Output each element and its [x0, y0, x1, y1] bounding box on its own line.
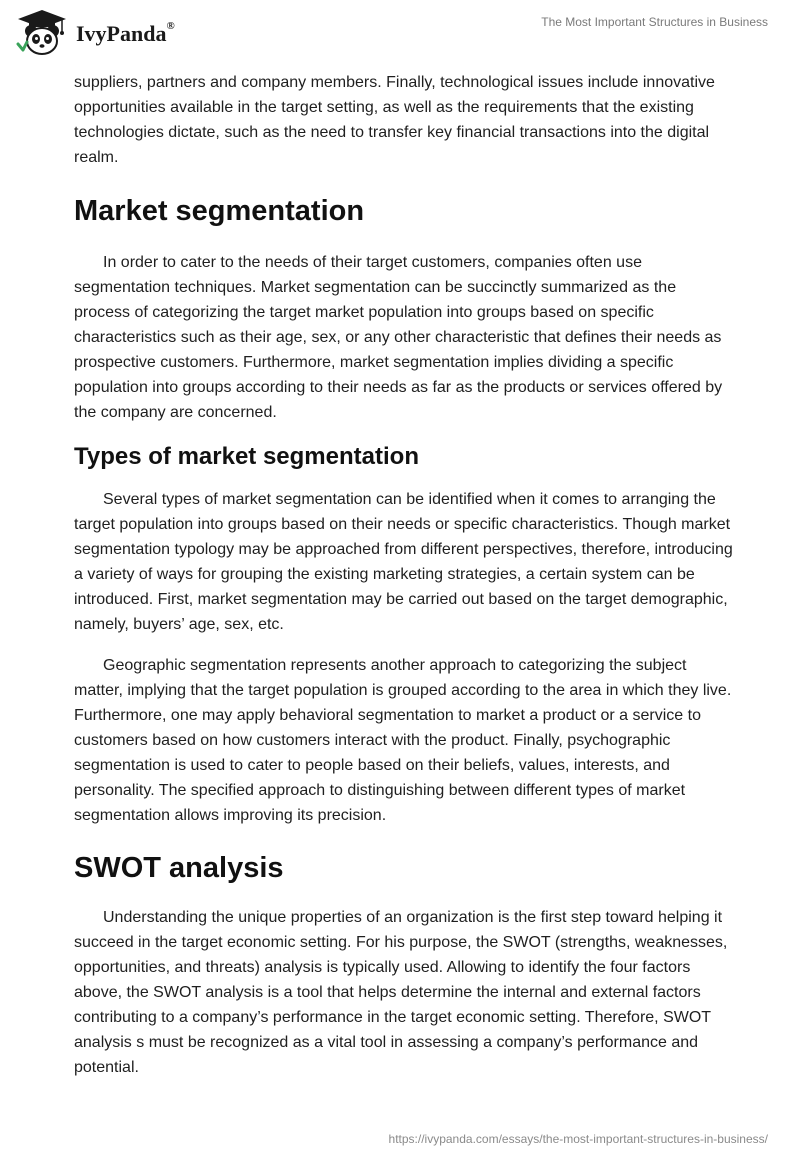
intro-paragraph: suppliers, partners and company members. Finally, technological issues include innovative opportunities available in the target setting, as well as the requirements that the existing technologies dictate, such as the need to transfer key financial transactions into the digital realm. — [74, 74, 715, 166]
source-url[interactable]: https://ivypanda.com/essays/the-most-important-structures-in-business/ — [388, 1132, 768, 1146]
running-title: The Most Important Structures in Business — [541, 15, 768, 29]
panda-logo-icon — [14, 8, 70, 58]
logo-wordmark: IvyPanda® — [76, 19, 175, 46]
paragraph-market-segmentation: In order to cater to the needs of their target customers, companies often use segmentation techniques. Market segmentation can be succinctly summarized as the process of categorizing the target market population into groups based on specific characteristics such as their age, sex, or any other characteristic that defines their needs as prospective customers. Furthermore, market segmentation implies dividing a specific population into groups according to their needs as far as the products or services offered by the company are concerned. — [74, 254, 723, 421]
heading-swot-analysis: SWOT analysis — [74, 852, 284, 884]
paragraph-types-2: Geographic segmentation represents another approach to categorizing the subject matter, implying that the target population is grouped according to the area in which they live. Furthermore, one may apply behavioral segmentation to market a product or a service to customers based on how customers interact with the product. Finally, psychographic segmentation is used to cater to people based on their beliefs, values, interests, and personality. The specified approach to distinguishing between different types of market segmentation allows improving its precision. — [74, 657, 732, 824]
heading-types-of-market-segmentation: Types of market segmentation — [74, 443, 419, 470]
article-body — [74, 70, 734, 1080]
paragraph-swot-analysis: Understanding the unique properties of an organization is the first step toward helping it succeed in the target economic setting. For his purpose, the SWOT (strengths, weaknesses, opportunities, and threats) analysis is typically used. Allowing to identify the four factors above, the SWOT analysis is a tool that helps determine the internal and external factors contributing to a company’s performance in the target economic setting. Therefore, SWOT analysis s must be recognized as a vital tool in assessing a company’s performance and potential. — [74, 909, 728, 1076]
ivypanda-logo[interactable] — [14, 8, 175, 58]
page-header — [0, 0, 800, 70]
paragraph-types-1: Several types of market segmentation can be identified when it comes to arranging the target population into groups based on their needs or specific characteristics. Though market segmentation typology may be approached from different perspectives, therefore, introducing a variety of ways for grouping the existing marketing strategies, a certain system can be introduced. First, market segmentation may be carried out based on the target demographic, namely, buyers’ age, sex, etc. — [74, 491, 733, 633]
heading-market-segmentation: Market segmentation — [74, 195, 365, 227]
